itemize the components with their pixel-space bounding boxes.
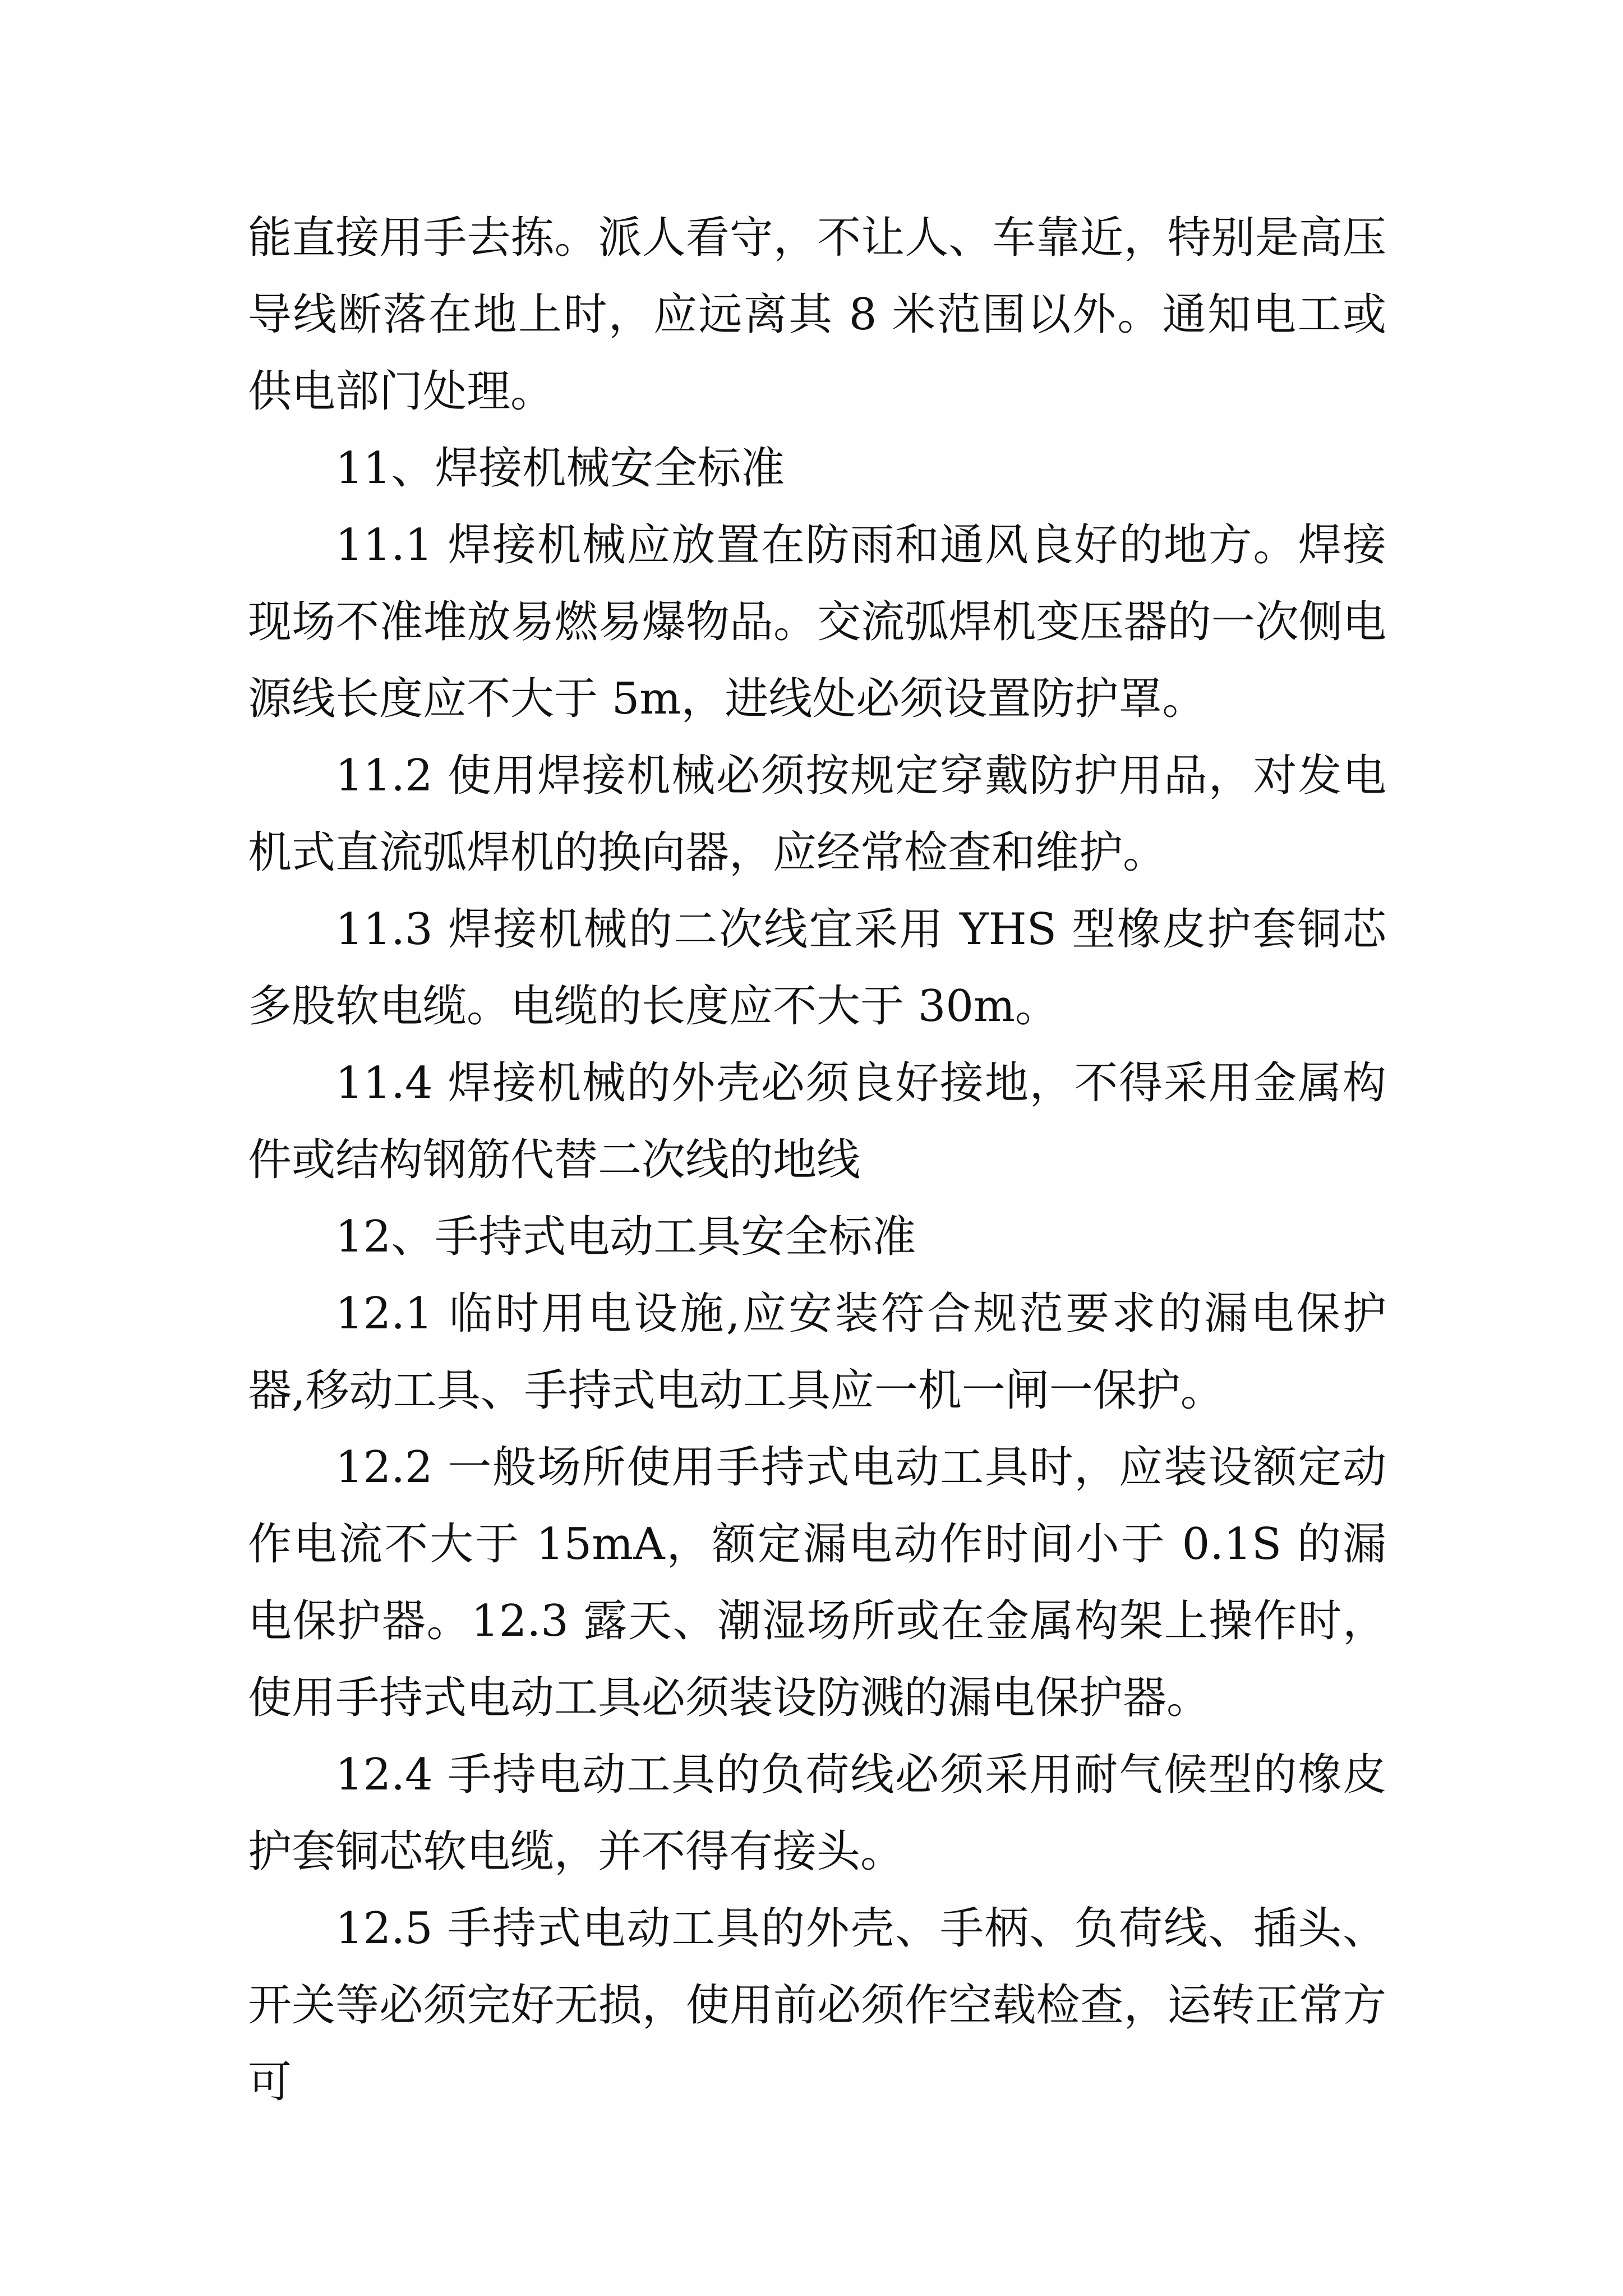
paragraph-11-4: 11.4 焊接机械的外壳必须良好接地，不得采用金属构件或结构钢筋代替二次线的地线 [248, 1058, 1386, 1185]
paragraph-11-3: 11.3 焊接机械的二次线宜采用 YHS 型橡皮护套铜芯多股软电缆。电缆的长度应不大于 30m。 [248, 904, 1386, 1032]
paragraph-continuation: 能直接用手去拣。派人看守，不让人、车靠近，特别是高压导线断落在地上时，应远离其 8 米范围以外。通知电工或供电部门处理。 [248, 213, 1386, 417]
section-heading-12: 12、手持式电动工具安全标准 [335, 1212, 916, 1262]
paragraph-11-1: 11.1 焊接机械应放置在防雨和通风良好的地方。焊接现场不准堆放易燃易爆物品。交流弧焊机变压器的一次侧电源线长度应不大于 5m，进线处必须设置防护罩。 [248, 520, 1386, 724]
paragraph-12-1: 12.1 临时用电设施,应安装符合规范要求的漏电保护器,移动工具、手持式电动工具应一机一闸一保护。 [248, 1289, 1386, 1416]
paragraph-12-5: 12.5 手持式电动工具的外壳、手柄、负荷线、插头、开关等必须完好无损，使用前必须作空载检查，运转正常方可 [248, 1903, 1386, 2108]
section-heading-11: 11、焊接机械安全标准 [335, 443, 785, 494]
paragraph-11-2: 11.2 使用焊接机械必须按规定穿戴防护用品，对发电机式直流弧焊机的换向器，应经常检查和维护。 [248, 751, 1386, 878]
document-body [248, 200, 1386, 2121]
paragraph-12-4: 12.4 手持电动工具的负荷线必须采用耐气候型的橡皮护套铜芯软电缆，并不得有接头。 [248, 1750, 1386, 1877]
paragraph-12-2: 12.2 一般场所使用手持式电动工具时，应装设额定动作电流不大于 15mA，额定漏电动作时间小于 0.1S 的漏电保护器。12.3 露天、潮湿场所或在金属构架上操作时，使用手持式电动工具必须装设防溅的漏电保护器。 [248, 1442, 1386, 1723]
